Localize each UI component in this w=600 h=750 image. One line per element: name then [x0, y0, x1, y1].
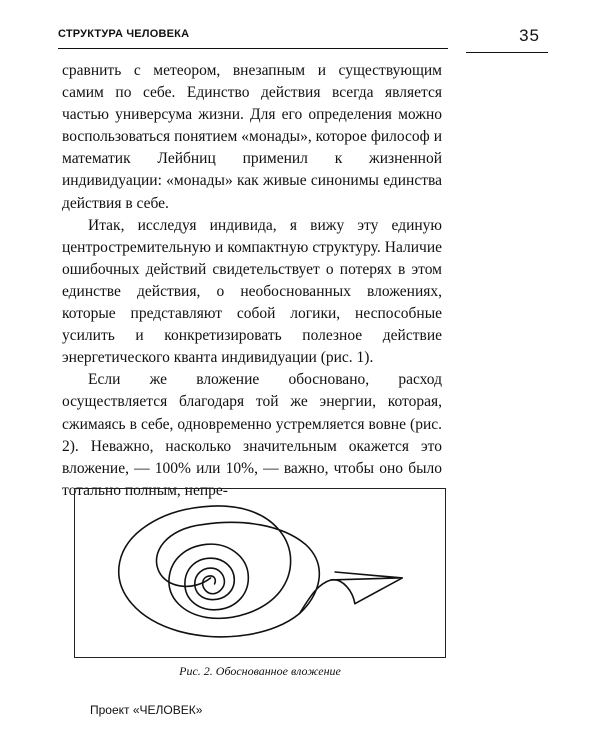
figure-frame	[74, 488, 446, 658]
body-text	[62, 60, 442, 502]
page-header	[58, 18, 548, 58]
page-number: 35	[519, 26, 540, 45]
paragraph-1: сравнить с метеором, внезапным и существующим самим по себе. Единство действия всегда является частью универсума жизни. Для его определения можно воспользоваться понятием «монады», которое философ и математик Лейбниц применил к жизненной индивидуации: «монады» как живые синонимы единства действия в себе.	[62, 62, 442, 212]
page-footer: Проект «ЧЕЛОВЕК»	[90, 703, 203, 717]
arrow-head	[335, 572, 402, 604]
spiral-inner	[169, 544, 248, 617]
page-number-rule	[466, 52, 548, 53]
paragraph-3: Если же вложение обосновано, расход осуществляется благодаря той же энергии, которая, сжимаясь в себе, одновременно устремляется вовне (рис. 2). Неважно, насколько значительным окажется это вложение, — 100% или 10%, — важно, чтобы оно было тотально полным, непре-	[62, 371, 442, 499]
paragraph-2: Итак, исследуя индивида, я вижу эту единую центростремительную и компактную структуру. Наличие ошибочных действий свидетельствует о потерях в этом единстве действия, о необоснованных вложениях, которые представляют собой логики, неспособные усилить и конкретизировать полезное действие энергетического кванта индивидуации (рис. 1).	[62, 216, 442, 367]
arrow-shaft	[331, 578, 398, 580]
spiral-with-arrow-icon	[75, 489, 445, 657]
running-title: СТРУКТУРА ЧЕЛОВЕКА	[58, 28, 190, 40]
spiral-tail	[300, 580, 355, 614]
header-rule	[58, 48, 448, 49]
figure-caption: Рис. 2. Обоснованное вложение	[179, 664, 341, 678]
